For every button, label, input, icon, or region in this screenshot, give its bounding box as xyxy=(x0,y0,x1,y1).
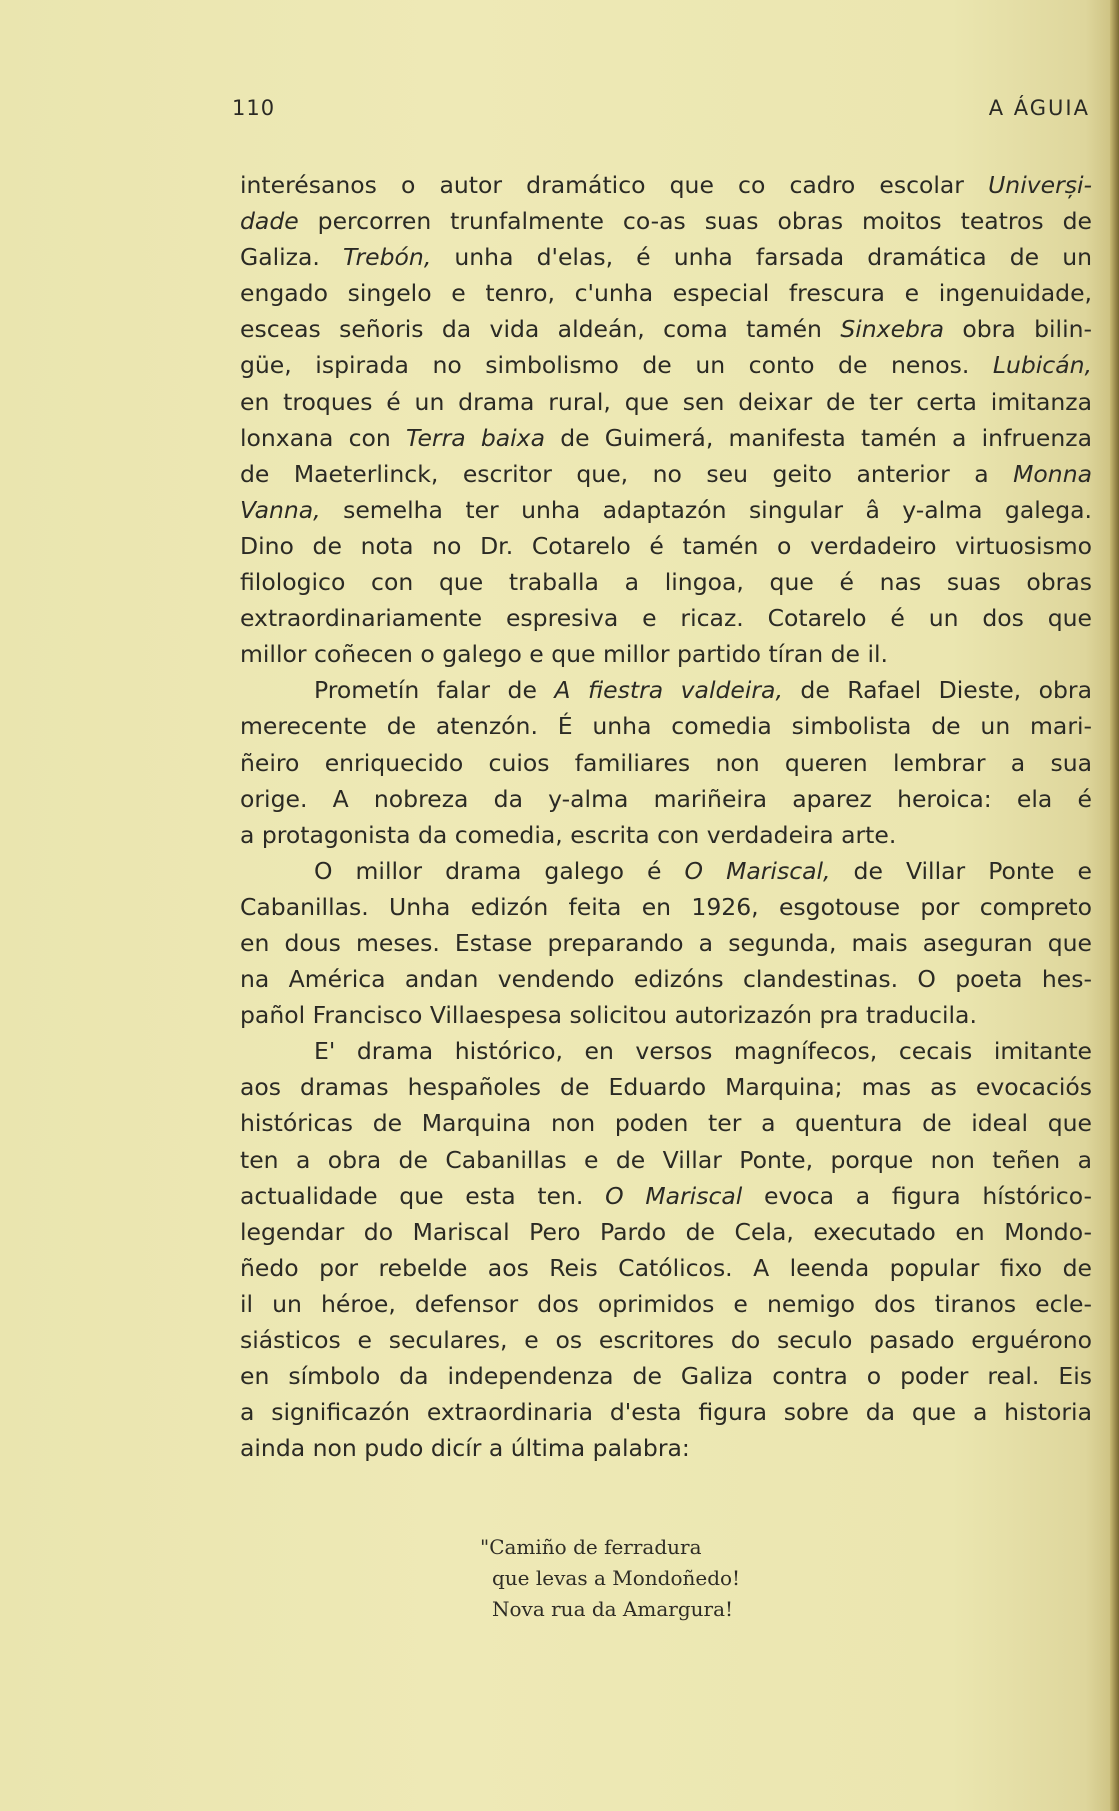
verse-line: "Camiño de ferradura xyxy=(480,1535,702,1559)
text-line xyxy=(240,420,1092,456)
text-line xyxy=(240,1430,1092,1466)
italic-title: O Mariscal xyxy=(605,1181,743,1210)
text-line xyxy=(240,1178,1092,1214)
italic-title: Terra baixa xyxy=(406,423,545,452)
italic-title: Sinxebra xyxy=(840,315,945,344)
text-run: a protagonista da comedia, escrita con verdadeira arte. xyxy=(240,820,897,849)
text-run: E' drama histórico, en versos magnífecos, cecais imitante xyxy=(314,1037,1092,1066)
text-line xyxy=(240,275,1092,311)
text-line xyxy=(240,781,1092,817)
text-run: actualidade que esta ten. xyxy=(240,1181,606,1210)
text-run: interésanos o autor dramático que co cadro escolar xyxy=(240,171,989,199)
text-run: engado singelo e tenro, c'unha especial frescura e ingenuidade, xyxy=(240,279,1092,308)
text-line xyxy=(240,1286,1092,1322)
text-run: Prometín falar de xyxy=(314,676,555,705)
italic-title: dade xyxy=(240,207,299,236)
text-run: Galiza. xyxy=(240,243,343,272)
text-run: il un héroe, defensor dos oprimidos e nemigo dos tiranos ecle- xyxy=(240,1289,1092,1318)
text-run: percorren trunfalmente co-as suas obras moitos teatros de xyxy=(298,207,1092,236)
verse-quote xyxy=(480,1532,741,1625)
text-run: de Guimerá, manifesta tamén a infruenza xyxy=(545,423,1092,452)
text-line xyxy=(240,456,1092,492)
text-run: históricas de Marquina non poden ter a quentura de ideal que xyxy=(240,1109,1092,1138)
italic-title: Trebón, xyxy=(342,243,432,272)
text-run: de Rafael Dieste, obra xyxy=(782,676,1092,705)
text-line xyxy=(240,384,1092,420)
text-line xyxy=(240,203,1092,239)
text-run: Cabanillas. Unha edizón feita en 1926, esgotouse por compreto xyxy=(240,892,1092,921)
text-run: ten a obra de Cabanillas e de Villar Ponte, porque non teñen a xyxy=(240,1145,1092,1174)
text-run: orige. A nobreza da y-alma mariñeira aparez heroica: ela é xyxy=(240,784,1092,813)
paragraph xyxy=(240,1033,1092,1466)
text-run: legendar do Mariscal Pero Pardo de Cela, executado en Mondo- xyxy=(240,1217,1092,1246)
text-run: de Maeterlinck, escritor que, no seu geito anterior a xyxy=(240,459,1014,488)
text-line xyxy=(240,1250,1092,1286)
text-line xyxy=(240,167,1092,203)
text-run: filologico con que traballa a lingoa, que é nas suas obras xyxy=(240,568,1092,597)
text-line xyxy=(240,708,1092,744)
text-line xyxy=(240,997,1092,1033)
text-line xyxy=(240,961,1092,997)
verse-line: que levas a Mondoñedo! xyxy=(492,1566,741,1590)
page-number: 110 xyxy=(232,96,276,120)
text-line xyxy=(240,672,1092,708)
text-line xyxy=(240,1322,1092,1358)
text-line xyxy=(240,347,1092,383)
text-line xyxy=(240,853,1092,889)
text-line xyxy=(240,817,1092,853)
text-run: ñedo por rebelde aos Reis Católicos. A leenda popular fixo de xyxy=(240,1253,1092,1282)
text-run: a significazón extraordinaria d'esta figura sobre da que a historia xyxy=(240,1398,1092,1427)
text-line xyxy=(240,1069,1092,1105)
text-run: na América andan vendendo edizóns clandestinas. O poeta hes- xyxy=(240,965,1092,994)
text-run: ainda non pudo dicír a última palabra: xyxy=(240,1434,690,1463)
text-run: en símbolo da independenza de Galiza contra o poder real. Eis xyxy=(240,1362,1092,1391)
running-title: A ÁGUIA xyxy=(988,96,1090,120)
text-run: pañol Francisco Villaespesa solicitou autorizazón pra traducila. xyxy=(240,1001,977,1030)
verse-line: Nova rua da Amargura! xyxy=(492,1597,734,1621)
text-run: de Villar Ponte e xyxy=(830,856,1092,885)
text-run: millor coñecen o galego e que millor partido tíran de il. xyxy=(240,640,888,669)
text-run: siásticos e seculares, e os escritores do seculo pasado erguérono xyxy=(240,1326,1092,1354)
text-run: unha d'elas, é unha farsada dramática de un xyxy=(431,243,1092,272)
text-run: Dino de nota no Dr. Cotarelo é tamén o verdadeiro virtuosismo xyxy=(240,531,1092,560)
text-line xyxy=(240,1033,1092,1069)
text-line xyxy=(240,564,1092,600)
text-line xyxy=(240,311,1092,347)
italic-title: Vanna, xyxy=(240,495,321,524)
text-run: O millor drama galego é xyxy=(314,856,685,885)
text-line xyxy=(240,1394,1092,1430)
page-header xyxy=(232,96,1090,126)
italic-title: Univerși- xyxy=(988,171,1092,199)
text-line xyxy=(240,1214,1092,1250)
text-run: extraordinariamente espresiva e ricaz. Cotarelo é un dos que xyxy=(240,604,1092,633)
italic-title: A fiestra valdeira, xyxy=(554,676,783,705)
text-line xyxy=(240,889,1092,925)
paragraph xyxy=(240,167,1092,672)
text-run: evoca a figura hístórico- xyxy=(742,1181,1092,1210)
paragraph xyxy=(240,853,1092,1033)
italic-title: O Mariscal, xyxy=(684,856,831,885)
italic-title: Lubicán, xyxy=(992,351,1092,380)
text-run: güe, ispirada no simbolismo de un conto de nenos. xyxy=(240,351,993,380)
italic-title: Monna xyxy=(1013,459,1092,488)
text-run: en troques é un drama rural, que sen deixar de ter certa imitanza xyxy=(240,387,1092,416)
text-run: esceas señoris da vida aldeán, coma tamén xyxy=(240,315,841,344)
text-line xyxy=(240,925,1092,961)
paragraph xyxy=(240,672,1092,852)
text-line xyxy=(240,239,1092,275)
text-run: merecente de atenzón. É unha comedia simbolista de un mari- xyxy=(240,712,1092,741)
text-line xyxy=(240,1142,1092,1178)
text-line xyxy=(240,1105,1092,1141)
text-line xyxy=(240,1358,1092,1394)
page-edge-shadow xyxy=(1110,0,1119,1811)
body-text xyxy=(240,167,1092,1466)
text-run: ñeiro enriquecido cuios familiares non queren lembrar a sua xyxy=(240,748,1092,777)
text-run: obra bilin- xyxy=(944,315,1092,344)
text-run: en dous meses. Estase preparando a segunda, mais aseguran que xyxy=(240,928,1092,957)
text-line xyxy=(240,600,1092,636)
text-line xyxy=(240,492,1092,528)
text-line xyxy=(240,636,1092,672)
text-run: semelha ter unha adaptazón singular â y-alma galega. xyxy=(320,495,1092,524)
text-line xyxy=(240,745,1092,781)
text-line xyxy=(240,528,1092,564)
text-run: aos dramas hespañoles de Eduardo Marquina; mas as evocaciós xyxy=(240,1073,1092,1102)
text-run: lonxana con xyxy=(240,423,406,452)
